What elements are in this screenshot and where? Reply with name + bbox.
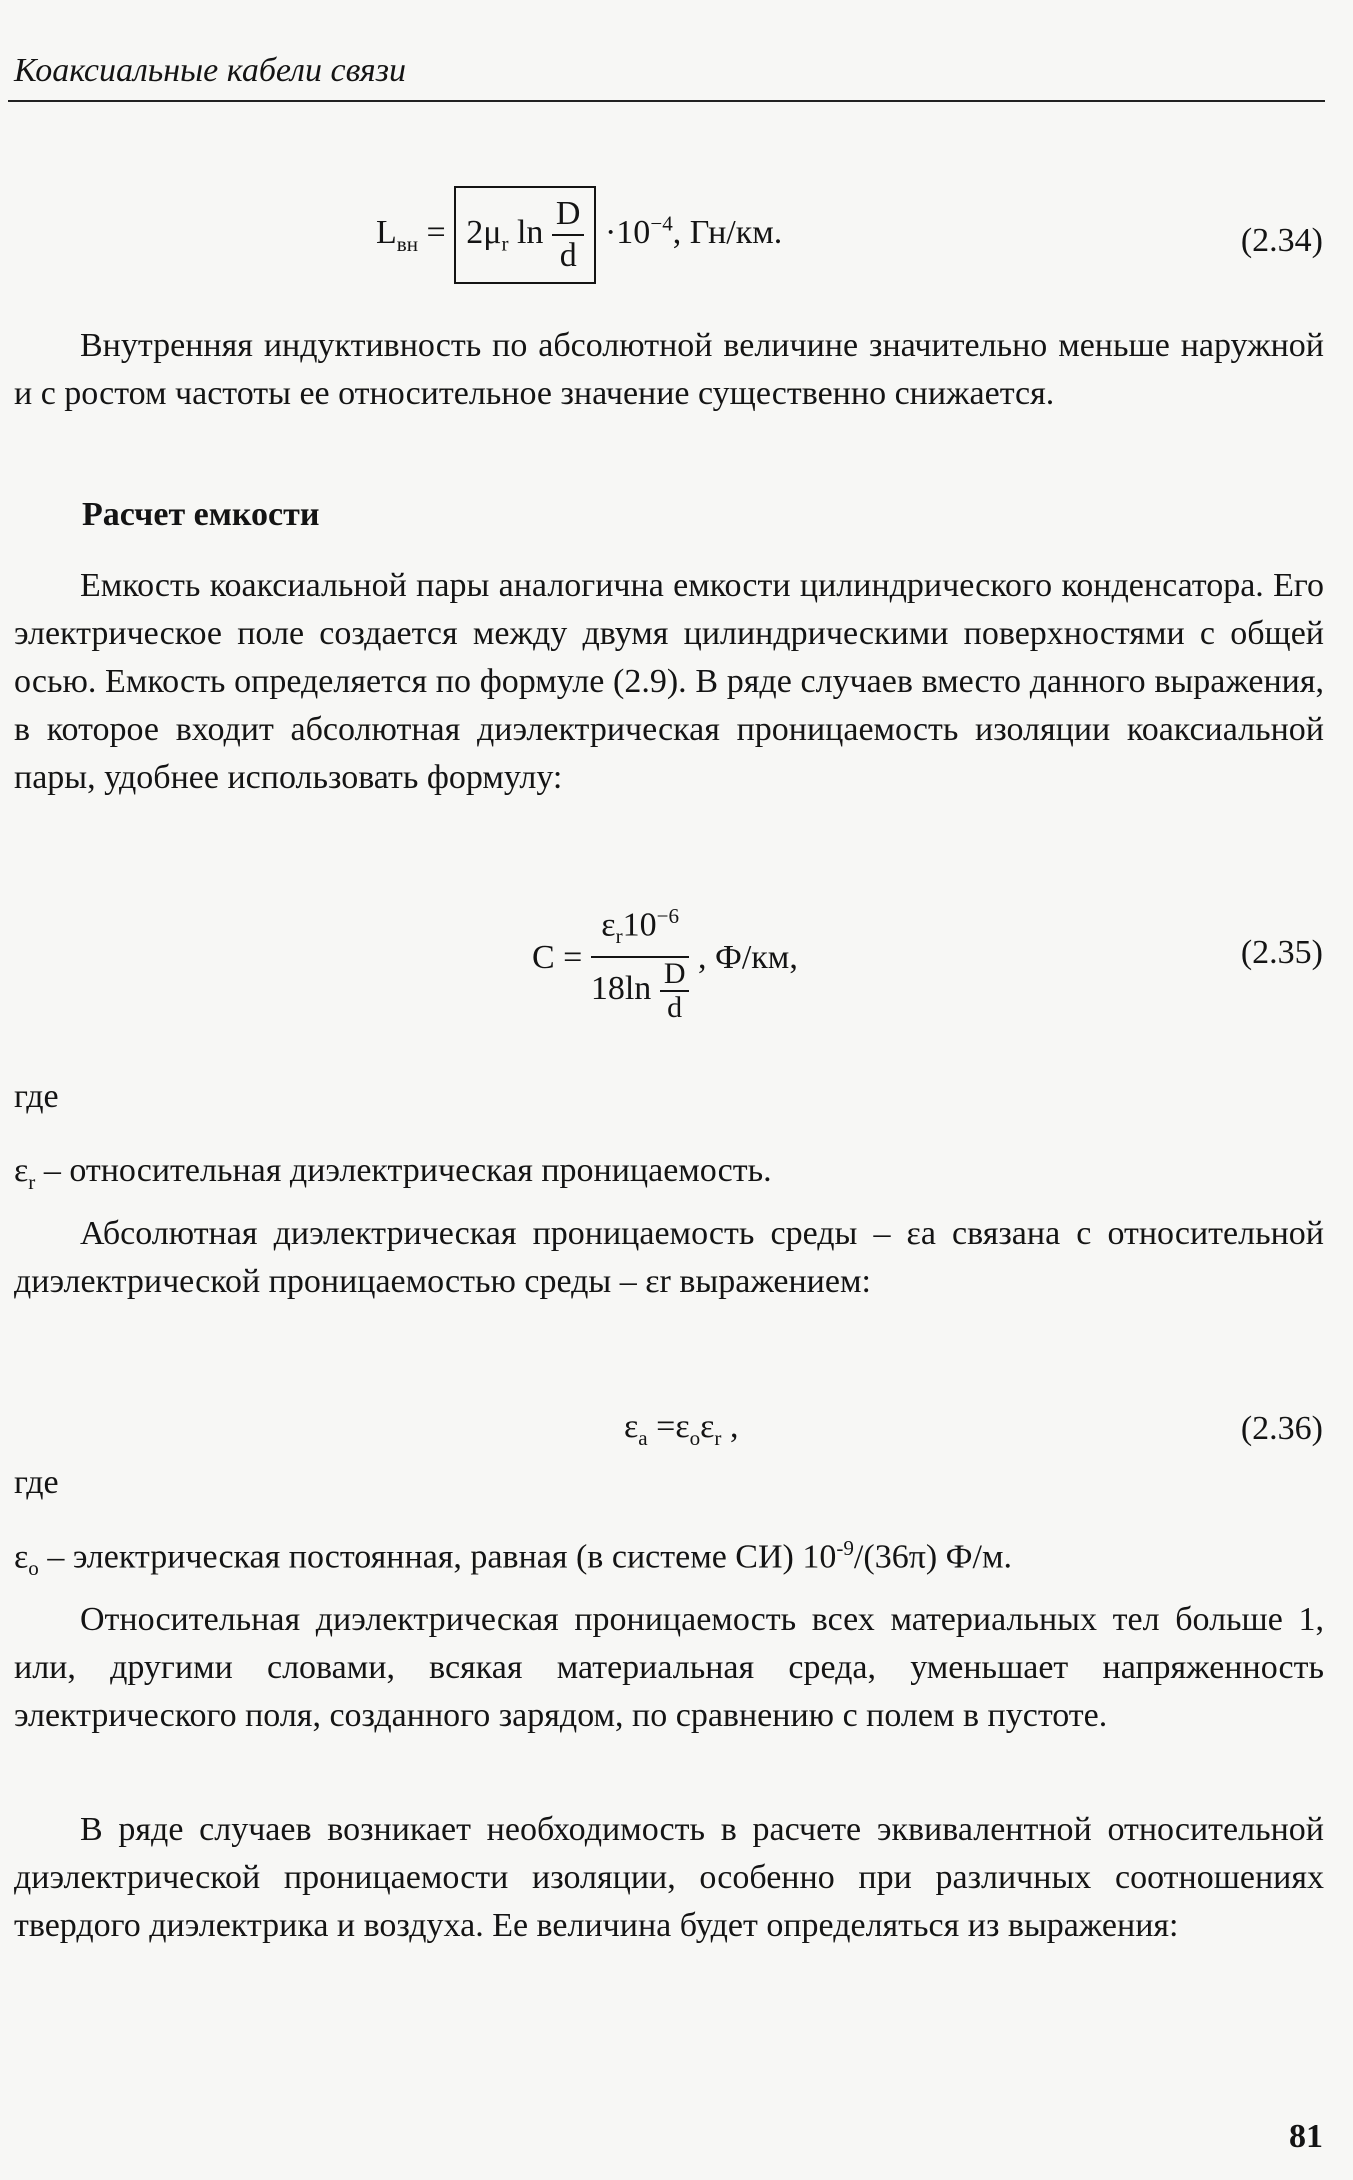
definition-e0: $\varepsilon_o$ – электрическая постоянная, равная (в системе СИ) $10^{-9}/(36\pi)$ Ф/м. (14, 1536, 1013, 1581)
f234-bracket: $2\mu_r$ ln $\frac{D}{d}$ (454, 186, 596, 284)
section-heading: Расчет емкости (82, 496, 320, 533)
paragraph-equivalent-permittivity: В ряде случаев возникает необходимость в расчете эквивалентной относительной диэлектрической проницаемости изоляции, особенно при различных соотношениях твердого диэлектрика и воздуха. Ее величина будет определяться из выражения: (14, 1811, 1324, 1944)
f234-fraction: $\frac{D}{d}$ (552, 194, 585, 276)
where-label-2: где (14, 1464, 59, 1501)
f234-lhs: $L_{вн}$ (376, 213, 419, 256)
paragraph-capacitance: Емкость коаксиальной пары аналогична емкости цилиндрического конденсатора. Его электрическое поле создается между двумя цилиндрическими поверхностями с общей осью. Емкость определяется по формуле (2.9). В ряде случаев вместо данного выражения, в которое входит абсолютная диэлектрическая проницаемость изоляции коаксиальной пары, удобнее использовать формулу: (14, 567, 1324, 796)
formula-2-34: $L_{вн} = 2\mu_r$ ln $\frac{D}{d}$ $\cdot 10^{-4}$, Гн/км. (376, 186, 782, 284)
running-header: Коаксиальные кабели связи (14, 52, 406, 89)
paragraph-relative-permittivity: Относительная диэлектрическая проницаемость всех материальных тел больше 1, или, другими словами, всякая материальная среда, уменьшает напряженность электрического поля, созданного зарядом, по сравнению с полем в пустоте. (14, 1601, 1324, 1734)
formula-2-36: $\varepsilon_a =\varepsilon_o\varepsilon_r$ , (624, 1408, 739, 1450)
page-number: 81 (1289, 2118, 1323, 2155)
equation-number-2-35: (2.35) (1240, 934, 1323, 971)
paragraph-absolute-permittivity: Абсолютная диэлектрическая проницаемость среды – εа связана с относительной диэлектрической проницаемостью среды – εr выражением: (14, 1215, 1324, 1300)
paragraph-internal-inductance: Внутренняя индуктивность по абсолютной величине значительно меньше наружной и с ростом частоты ее относительное значение существенно снижается. (14, 327, 1324, 412)
where-label-1: где (14, 1078, 59, 1115)
equation-number-2-34: (2.34) (1240, 222, 1323, 259)
header-rule (8, 100, 1325, 102)
equation-number-2-36: (2.36) (1240, 1410, 1323, 1447)
formula-2-35: C = $\varepsilon_r10^{-6}$ 18ln $\frac{D}{d}$ , Ф/км, (532, 896, 798, 1024)
f235-fraction: $\varepsilon_r10^{-6}$ 18ln $\frac{D}{d}$ (591, 896, 690, 1024)
definition-er: $\varepsilon_r$ – относительная диэлектрическая проницаемость. (14, 1152, 772, 1194)
